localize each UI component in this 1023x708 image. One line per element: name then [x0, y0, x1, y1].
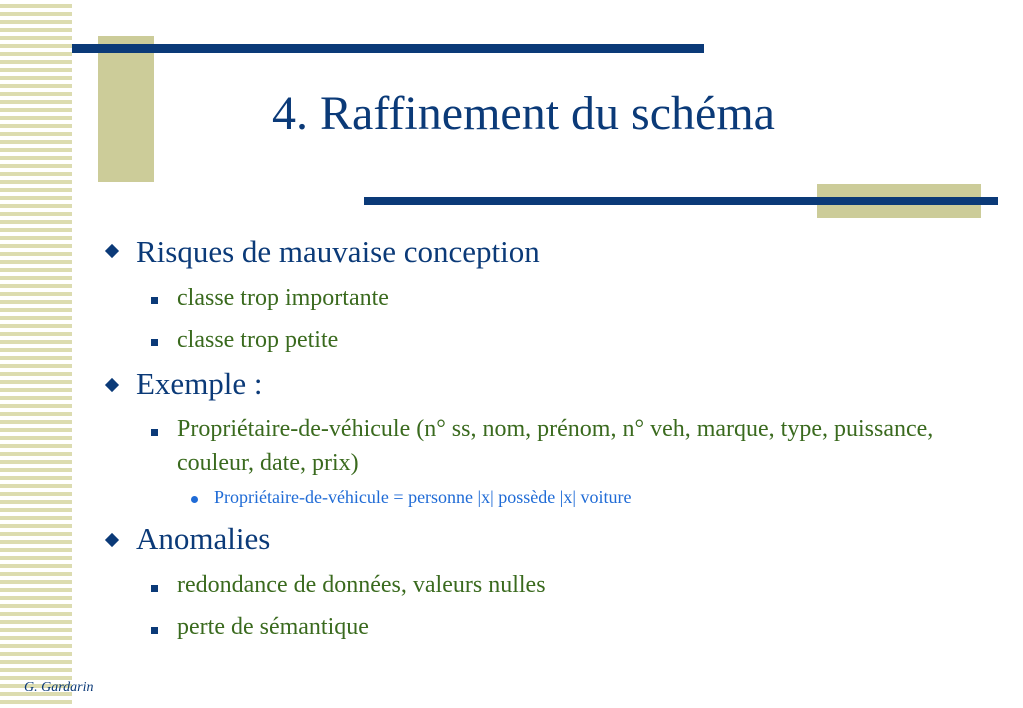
slide-title: 4. Raffinement du schéma — [272, 87, 775, 140]
square-icon — [151, 429, 158, 436]
bullet-proprietaire-jointure: Propriétaire-de-véhicule = personne |x| possède |x| voiture — [214, 487, 632, 507]
bullet-classe-petite: classe trop petite — [177, 327, 339, 353]
footer-author: G. Gardarin — [24, 680, 94, 695]
square-icon — [151, 627, 158, 634]
bullet-redondance: redondance de données, valeurs nulles — [177, 572, 546, 598]
bullet-classe-importante: classe trop importante — [177, 285, 389, 311]
diamond-icon — [105, 533, 119, 547]
square-icon — [151, 297, 158, 304]
bullet-proprietaire-definition: Propriétaire-de-véhicule (n° ss, nom, prénom, n° veh, marque, type, puissance, couleur, date, prix) — [177, 416, 934, 476]
diamond-icon — [105, 378, 119, 392]
bullet-anomalies: Anomalies — [136, 521, 271, 556]
bullet-exemple: Exemple : — [136, 366, 263, 401]
dot-icon — [191, 496, 198, 503]
bullet-risques: Risques de mauvaise conception — [136, 234, 540, 269]
square-icon — [151, 585, 158, 592]
square-icon — [151, 339, 158, 346]
diamond-icon — [105, 244, 119, 258]
bullet-perte-semantique: perte de sémantique — [177, 614, 369, 640]
